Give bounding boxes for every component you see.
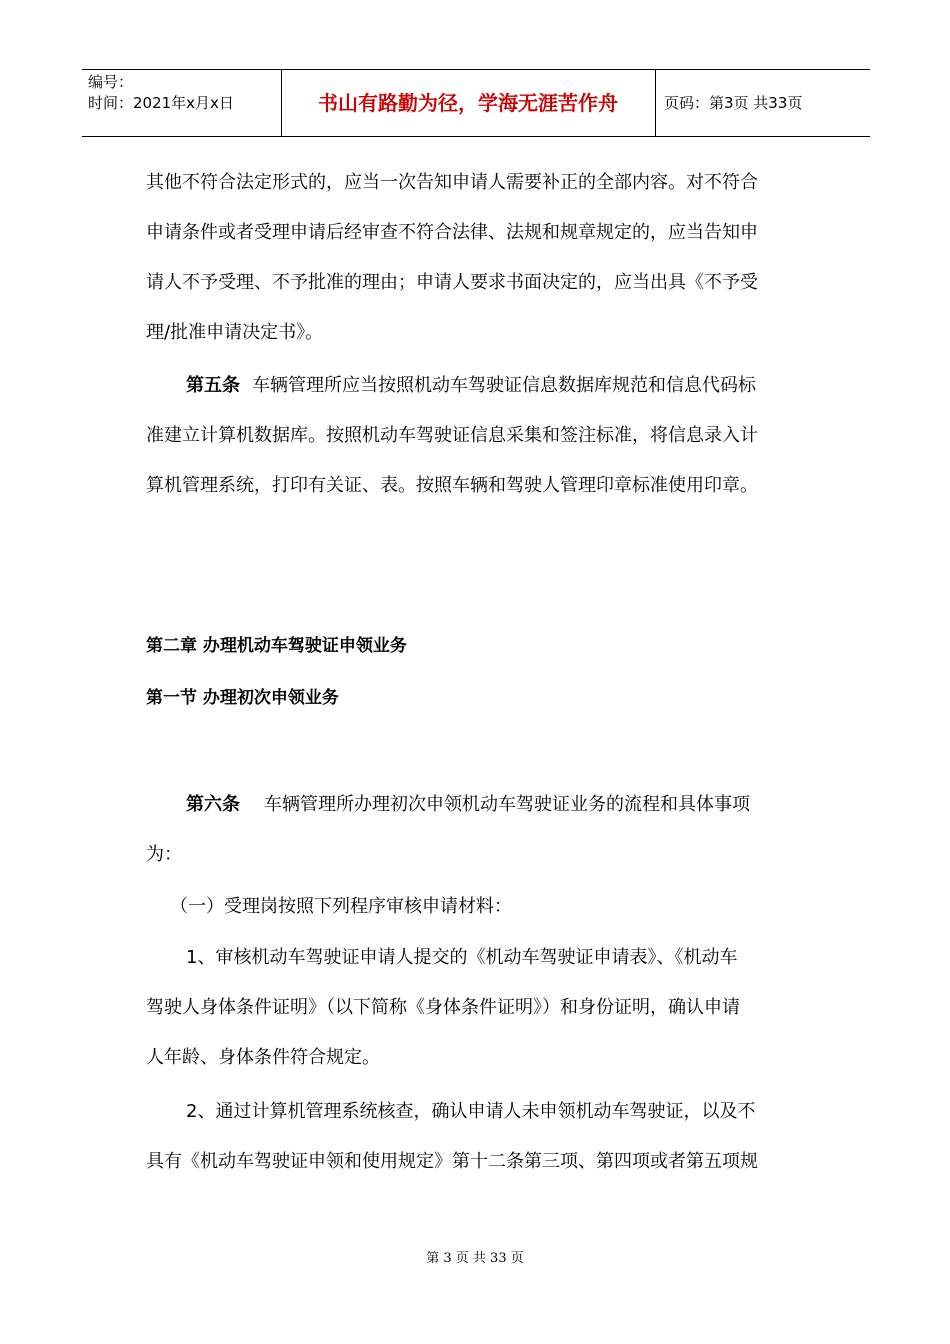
body-line: 人年龄、身体条件符合规定。 [146,1047,380,1068]
article-6-text: 车辆管理所办理初次申领机动车驾驶证业务的流程和具体事项 [264,794,750,815]
page-footer: 第 3 页 共 33 页 [426,1251,524,1266]
header-motto: 书山有路勤为径，学海无涯苦作舟 [318,91,618,115]
item-heading: （一）受理岗按照下列程序审核申请材料： [170,896,512,917]
body-line: 2、通过计算机管理系统核查，确认申请人未申领机动车驾驶证，以及不 [186,1101,756,1122]
body-line: 申请条件或者受理申请后经审查不符合法律、法规和规章规定的，应当告知申 [146,222,758,243]
body-line: 算机管理系统，打印有关证、表。按照车辆和驾驶人管理印章标准使用印章。 [146,475,758,496]
body-line: 为： [146,844,182,865]
body-line: 准建立计算机数据库。按照机动车驾驶证信息采集和签注标准，将信息录入计 [146,425,758,446]
body-line: 其他不符合法定形式的，应当一次告知申请人需要补正的全部内容。对不符合 [146,172,758,193]
article-5 [186,371,756,397]
article-5-label: 第五条 [186,375,240,396]
article-6-label: 第六条 [186,794,240,815]
header-meta [88,72,280,114]
section-heading: 第一节 办理初次申领业务 [146,688,339,708]
body-line: 具有《机动车驾驶证申领和使用规定》第十二条第三项、第四项或者第五项规 [146,1151,758,1172]
body-line: 驾驶人身体条件证明》（以下简称《身体条件证明》）和身份证明，确认申请 [146,997,740,1018]
chapter-heading: 第二章 办理机动车驾驶证申领业务 [146,636,407,656]
article-6 [186,790,750,816]
body-line: 请人不予受理、不予批准的理由；申请人要求书面决定的，应当出具《不予受 [146,272,758,293]
header-time-label: 时间：2021年x月x日 [88,94,234,112]
header-divider-right [655,70,656,136]
document-header [82,69,870,137]
article-5-text: 车辆管理所应当按照机动车驾驶证信息数据库规范和信息代码标 [252,375,756,396]
header-page-info: 页码：第3页 共33页 [664,94,803,112]
body-line: 理/批准申请决定书》。 [146,322,324,343]
header-number-label: 编号： [88,73,134,91]
body-line: 1、审核机动车驾驶证申请人提交的《机动车驾驶证申请表》、《机动车 [186,947,738,968]
header-divider-left [281,70,282,136]
